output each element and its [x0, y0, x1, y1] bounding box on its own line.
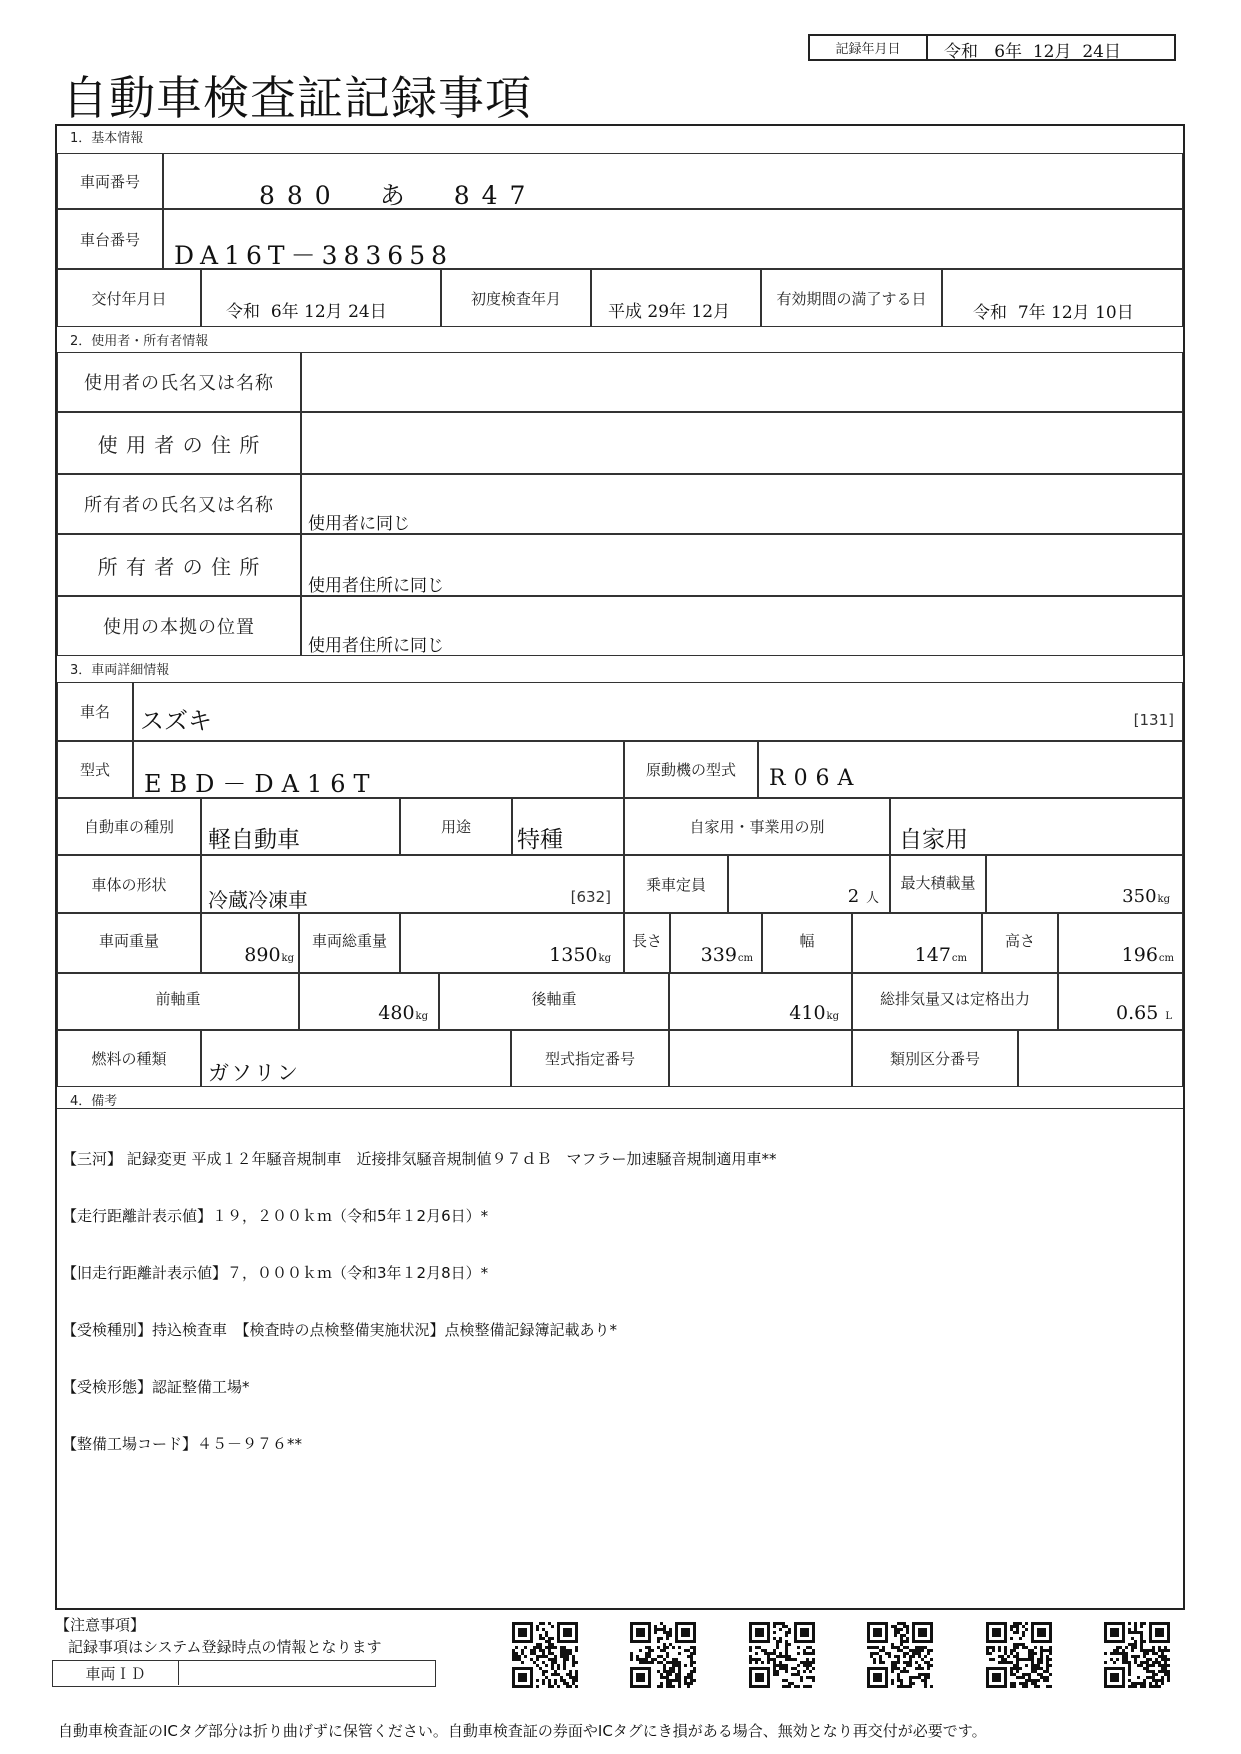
purpose-label: 用途 — [400, 798, 512, 855]
issue-date-label: 交付年月日 — [57, 269, 201, 327]
height-label: 高さ — [982, 913, 1058, 973]
chassis-number-label: 車台番号 — [57, 209, 163, 269]
width-label: 幅 — [762, 913, 852, 973]
private-business-label: 自家用・事業用の別 — [624, 798, 890, 855]
category-number-cell — [1018, 1030, 1183, 1087]
qr-code-icon — [1104, 1622, 1170, 1688]
model-label: 型式 — [57, 741, 133, 798]
maker-code: [131] — [1133, 711, 1174, 729]
base-location-value: 使用者住所に同じ — [308, 636, 444, 656]
user-address-label: 使 用 者 の 住 所 — [57, 412, 301, 474]
issue-date-value: 令和 6年 12月 24日 — [226, 302, 387, 322]
expiry-date-value: 令和 7年 12月 10日 — [973, 303, 1134, 323]
purpose-cell — [512, 798, 624, 855]
expiry-date-cell — [942, 269, 1183, 327]
max-load-label: 最大積載量 — [890, 855, 986, 913]
height-cell — [1058, 913, 1183, 973]
engine-value: R06A — [769, 766, 862, 791]
rear-axle-value: 410kg — [789, 1002, 839, 1024]
front-axle-label: 前軸重 — [57, 973, 299, 1030]
remark-line: 【走行距離計表示値】１９，２００ｋｍ（令和5年１2月6日）* — [62, 1207, 489, 1225]
remark-line: 【整備工場コード】４５－９７６** — [62, 1435, 303, 1453]
record-date-label: 記録年月日 — [810, 36, 928, 59]
base-location-cell — [301, 596, 1183, 656]
model-cell — [133, 741, 624, 798]
displacement-cell — [1058, 973, 1183, 1030]
capacity-cell — [728, 855, 890, 913]
user-name-label: 使用者の氏名又は名称 — [57, 352, 301, 412]
qr-code-icon — [512, 1622, 578, 1688]
user-name-cell — [301, 352, 1183, 412]
qr-code-icon — [630, 1622, 696, 1688]
section-remarks-heading: 4．備考 — [70, 1094, 118, 1109]
vehicle-id-value — [183, 1661, 433, 1685]
width-cell — [852, 913, 982, 973]
issue-date-cell — [201, 269, 441, 327]
engine-label: 原動機の型式 — [624, 741, 758, 798]
maker-cell — [133, 682, 1183, 741]
section-owner-heading: 2．使用者・所有者情報 — [70, 334, 209, 349]
remark-line: 【三河】 記録変更 平成１２年騒音規制車 近接排気騒音規制値９７ｄＢ マフラー加速騒音規制適用車** — [62, 1150, 777, 1168]
plate-number-cell — [163, 153, 1183, 209]
private-business-cell — [890, 798, 1183, 855]
model-value: EBD－DA16T — [144, 770, 378, 798]
private-business-value: 自家用 — [899, 827, 968, 853]
fuel-type-cell — [201, 1030, 511, 1087]
remarks-divider — [57, 1108, 1183, 1109]
first-inspection-value: 平成 29年 12月 — [608, 302, 731, 322]
owner-address-value: 使用者住所に同じ — [308, 576, 444, 596]
plate-number-value: 880 あ 847 — [259, 181, 538, 209]
remark-line: 【受検形態】認証整備工場* — [62, 1378, 250, 1396]
record-date-box — [808, 34, 1176, 61]
maker-value: スズキ — [140, 707, 212, 735]
body-shape-value: 冷蔵冷凍車 — [208, 888, 308, 912]
height-value: 196cm — [1121, 944, 1174, 966]
category-number-label: 類別区分番号 — [852, 1030, 1018, 1087]
kind-label: 自動車の種別 — [57, 798, 201, 855]
chassis-number-cell — [163, 209, 1183, 269]
footer-notice: 自動車検査証のICタグ部分は折り曲げずに保管ください。自動車検査証の券面やICタグにき損がある場合、無効となり再交付が必要です。 — [58, 1722, 987, 1740]
length-cell — [670, 913, 762, 973]
capacity-value: 2 人 — [847, 886, 879, 907]
remark-line: 【旧走行距離計表示値】７，０００ｋｍ（令和3年１2月8日）* — [62, 1264, 489, 1282]
qr-code-icon — [749, 1622, 815, 1688]
displacement-label: 総排気量又は定格出力 — [852, 973, 1058, 1030]
owner-name-label: 所有者の氏名又は名称 — [57, 474, 301, 534]
remark-line: 【受検種別】持込検査車 【検査時の点検整備実施状況】点検整備記録簿記載あり* — [62, 1321, 618, 1339]
length-label: 長さ — [624, 913, 670, 973]
capacity-label: 乗車定員 — [624, 855, 728, 913]
remarks-list — [62, 1112, 777, 1473]
type-designation-label: 型式指定番号 — [511, 1030, 669, 1087]
engine-cell — [758, 741, 1183, 798]
first-inspection-label: 初度検査年月 — [441, 269, 591, 327]
max-load-value: 350kg — [1122, 886, 1170, 907]
base-location-label: 使用の本拠の位置 — [57, 596, 301, 656]
vehicle-id-box — [52, 1660, 436, 1687]
type-designation-cell — [669, 1030, 852, 1087]
vehicle-weight-cell — [201, 913, 299, 973]
purpose-value: 特種 — [517, 827, 563, 853]
front-axle-cell — [299, 973, 439, 1030]
page-title: 自動車検査証記録事項 — [62, 71, 532, 125]
caution-heading: 【注意事項】 — [55, 1616, 146, 1634]
length-value: 339cm — [700, 944, 753, 966]
qr-code-icon — [986, 1622, 1052, 1688]
owner-address-label: 所 有 者 の 住 所 — [57, 534, 301, 596]
rear-axle-label: 後軸重 — [439, 973, 669, 1030]
record-date-value: 令和 6年 12月 24日 — [944, 42, 1121, 62]
section-basic-heading: 1．基本情報 — [70, 131, 144, 146]
qr-code-icon — [867, 1622, 933, 1688]
max-load-cell — [986, 855, 1183, 913]
user-address-cell — [301, 412, 1183, 474]
expiry-date-label: 有効期間の満了する日 — [761, 269, 942, 327]
width-value: 147cm — [914, 944, 967, 966]
gross-weight-label: 車両総重量 — [299, 913, 400, 973]
vehicle-weight-label: 車両重量 — [57, 913, 201, 973]
kind-value: 軽自動車 — [208, 827, 300, 853]
rear-axle-cell — [669, 973, 852, 1030]
front-axle-value: 480kg — [378, 1002, 428, 1024]
fuel-type-label: 燃料の種類 — [57, 1030, 201, 1087]
section-vehicle-heading: 3．車両詳細情報 — [70, 663, 170, 678]
first-inspection-cell — [591, 269, 761, 327]
gross-weight-cell — [400, 913, 624, 973]
fuel-type-value: ガソリン — [208, 1061, 300, 1085]
body-shape-label: 車体の形状 — [57, 855, 201, 913]
owner-name-value: 使用者に同じ — [308, 514, 410, 534]
maker-label: 車名 — [57, 682, 133, 741]
vehicle-weight-value: 890kg — [244, 944, 294, 966]
kind-cell — [201, 798, 400, 855]
chassis-number-value: DA16T－383658 — [174, 241, 454, 269]
vehicle-id-label: 車両ＩＤ — [53, 1661, 179, 1685]
owner-name-cell — [301, 474, 1183, 534]
plate-number-label: 車両番号 — [57, 153, 163, 209]
body-shape-cell — [201, 855, 624, 913]
body-shape-code: [632] — [570, 888, 611, 906]
caution-text: 記録事項はシステム登録時点の情報となります — [68, 1638, 382, 1656]
owner-address-cell — [301, 534, 1183, 596]
displacement-value: 0.65 L — [1116, 1002, 1172, 1024]
gross-weight-value: 1350kg — [549, 944, 611, 966]
